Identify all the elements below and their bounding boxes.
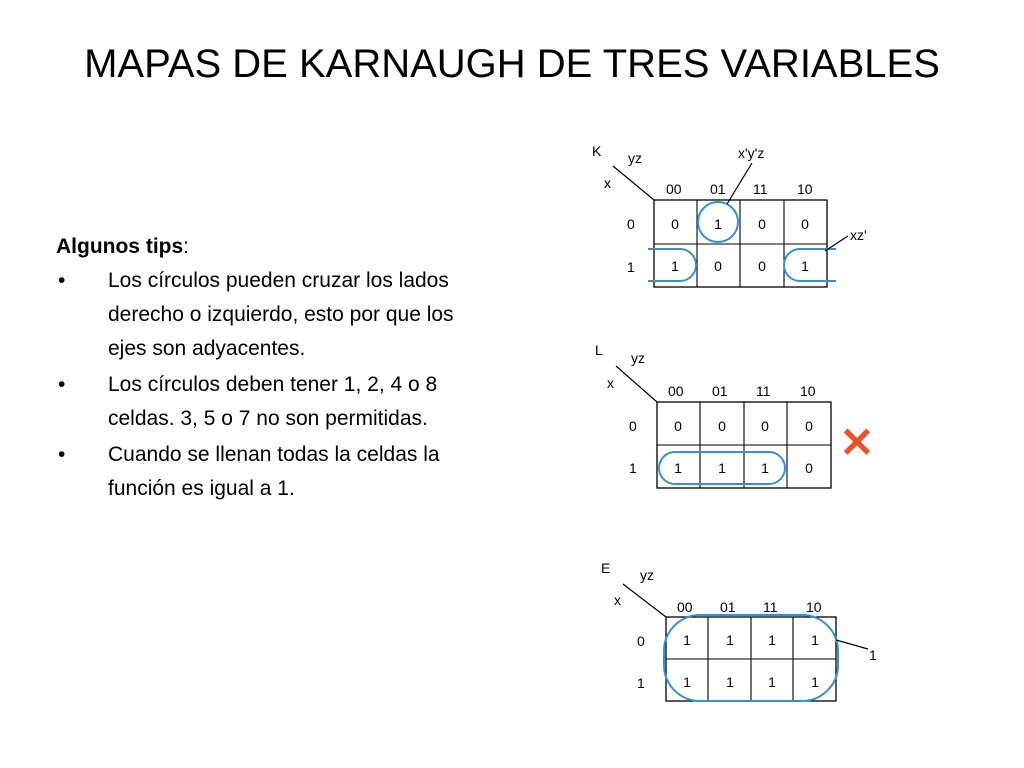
col-header: 00 — [668, 383, 684, 399]
annotation-leader — [825, 236, 848, 251]
tip-item: • Cuando se llenan todas la celdas la función es igual a 1. — [56, 438, 476, 506]
page-title: MAPAS DE KARNAUGH DE TRES VARIABLES — [84, 42, 940, 86]
kmap-cell: 0 — [761, 418, 769, 434]
kmap-cell: 1 — [718, 460, 726, 476]
kmap-cell: 1 — [683, 632, 691, 648]
bullet-icon: • — [58, 373, 66, 396]
row-header: 1 — [627, 259, 635, 275]
col-header: 00 — [666, 181, 682, 197]
tip-item: • Los círculos deben tener 1, 2, 4 o 8 celdas. 3, 5 o 7 no son permitidas. — [56, 368, 476, 436]
tips-list — [56, 264, 476, 506]
row-header: 0 — [627, 216, 635, 232]
kmap-L — [595, 342, 875, 488]
kmap-cell: 1 — [674, 460, 682, 476]
kmap-cell: 1 — [768, 674, 776, 690]
kmap-cell: 1 — [726, 632, 734, 648]
kmap-cell: 0 — [714, 258, 722, 274]
row-header: 1 — [637, 675, 645, 691]
kmap-cell: 1 — [768, 632, 776, 648]
tip-item: • Los círculos pueden cruzar los lados derecho o izquierdo, esto por que los ejes son adyacentes. — [56, 264, 476, 366]
bullet-icon: • — [58, 269, 66, 292]
row-header: 0 — [629, 418, 637, 434]
map-name: E — [601, 560, 611, 576]
col-variable-label: yz — [628, 150, 642, 166]
col-header: 11 — [756, 383, 771, 399]
corner-diagonal — [613, 166, 654, 200]
kmap-cell: 1 — [811, 674, 819, 690]
grouping-loop — [664, 615, 838, 701]
row-variable-label: x — [604, 175, 611, 191]
kmap-cell: 0 — [805, 418, 813, 434]
tips-section — [56, 230, 476, 508]
kmap-cell: 0 — [758, 216, 766, 232]
grouping-loop — [698, 202, 738, 242]
kmap-cell: 0 — [801, 216, 809, 232]
grouping-loop — [659, 452, 785, 484]
kmap-cell: 1 — [671, 258, 679, 274]
grouping-loop — [784, 249, 836, 281]
col-header: 10 — [800, 383, 816, 399]
invalid-x-icon: ✕ — [839, 419, 875, 466]
kmap-cell: 1 — [761, 460, 769, 476]
grouping-loop — [648, 249, 696, 281]
kmap-cell: 0 — [805, 460, 813, 476]
term-annotation: xz' — [850, 227, 867, 243]
col-header: 10 — [797, 181, 813, 197]
kmap-cell: 1 — [683, 674, 691, 690]
kmap-cell: 1 — [726, 674, 734, 690]
kmap-cell: 0 — [758, 258, 766, 274]
kmap-grid — [654, 200, 827, 287]
col-header: 11 — [763, 599, 778, 615]
kmap-grid — [666, 617, 836, 701]
kmap-cell: 0 — [671, 216, 679, 232]
col-variable-label: yz — [631, 350, 645, 366]
map-name: L — [595, 342, 603, 358]
kmap-grid — [657, 402, 831, 488]
kmap-cell: 1 — [801, 258, 809, 274]
map-name: K — [592, 143, 602, 159]
kmap-cell: 1 — [714, 216, 722, 232]
col-header: 01 — [710, 181, 726, 197]
kmap-E — [601, 560, 877, 701]
corner-diagonal — [623, 584, 666, 617]
col-header: 00 — [677, 599, 693, 615]
col-header: 10 — [806, 599, 822, 615]
kmap-K — [592, 143, 867, 287]
col-variable-label: yz — [640, 567, 654, 583]
col-header: 01 — [720, 599, 736, 615]
term-annotation: x'y'z — [738, 145, 765, 161]
kmap-cell: 0 — [718, 418, 726, 434]
kmap-cell: 0 — [674, 418, 682, 434]
col-header: 11 — [753, 181, 768, 197]
annotation-leader — [727, 163, 752, 204]
col-header: 01 — [712, 383, 728, 399]
term-annotation: 1 — [869, 647, 877, 663]
tips-heading: Algunos tips: — [56, 235, 190, 258]
kmap-cell: 1 — [811, 632, 819, 648]
row-variable-label: x — [614, 592, 621, 608]
row-header: 0 — [637, 633, 645, 649]
corner-diagonal — [616, 366, 657, 402]
bullet-icon: • — [58, 443, 66, 466]
annotation-leader — [836, 640, 868, 649]
row-header: 1 — [629, 460, 637, 476]
row-variable-label: x — [607, 375, 614, 391]
